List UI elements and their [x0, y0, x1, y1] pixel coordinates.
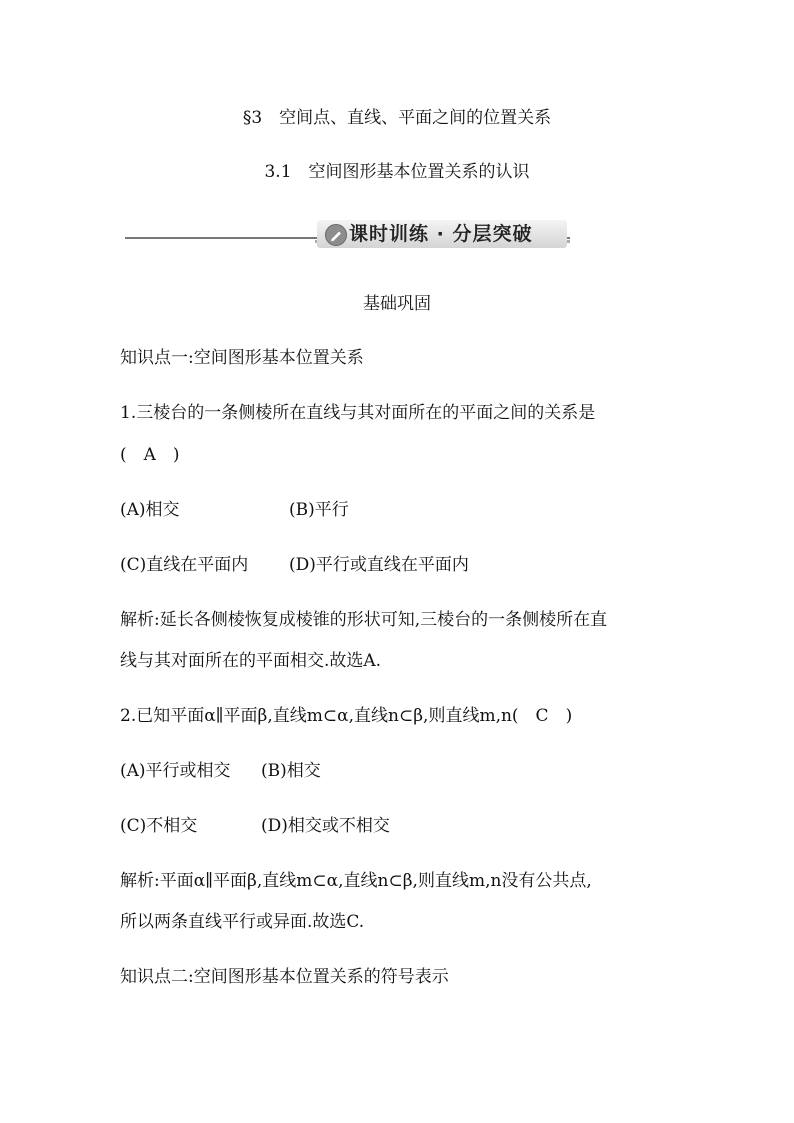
q1-option-d: (D)平行或直线在平面内 — [289, 555, 469, 575]
q2-option-a: (A)平行或相交 — [120, 761, 231, 781]
banner-label: 课时训练 · 分层突破 — [349, 223, 533, 245]
knowledge-point-1: 知识点一:空间图形基本位置关系 — [120, 348, 364, 368]
q2-stem: 2.已知平面α∥平面β,直线m⊂α,直线n⊂β,则直线m,n( C ) — [120, 706, 573, 726]
practice-banner — [125, 216, 570, 256]
knowledge-point-2: 知识点二:空间图形基本位置关系的符号表示 — [120, 967, 449, 987]
q1-stem: 1.三棱台的一条侧棱所在直线与其对面所在的平面之间的关系是 — [120, 403, 596, 423]
q2-analysis-line-2: 所以两条直线平行或异面.故选C. — [120, 912, 365, 932]
q1-analysis-line-1: 解析:延长各侧棱恢复成棱锥的形状可知,三棱台的一条侧棱所在直 — [120, 610, 608, 630]
pen-icon — [325, 224, 347, 246]
q1-option-c: (C)直线在平面内 — [120, 555, 249, 575]
section-heading: 基础巩固 — [363, 294, 431, 314]
section-title: §3 空间点、直线、平面之间的位置关系 — [242, 108, 552, 128]
q1-answer: ( A ) — [120, 445, 180, 465]
q2-analysis-line-1: 解析:平面α∥平面β,直线m⊂α,直线n⊂β,则直线m,n没有公共点, — [120, 871, 592, 891]
subsection-title: 3.1 空间图形基本位置关系的认识 — [264, 162, 530, 182]
q1-option-a: (A)相交 — [120, 500, 180, 520]
q1-analysis-line-2: 线与其对面所在的平面相交.故选A. — [120, 651, 382, 671]
q2-option-d: (D)相交或不相交 — [261, 816, 390, 836]
q2-option-b: (B)相交 — [261, 761, 321, 781]
q2-option-c: (C)不相交 — [120, 816, 198, 836]
q1-option-b: (B)平行 — [289, 500, 349, 520]
